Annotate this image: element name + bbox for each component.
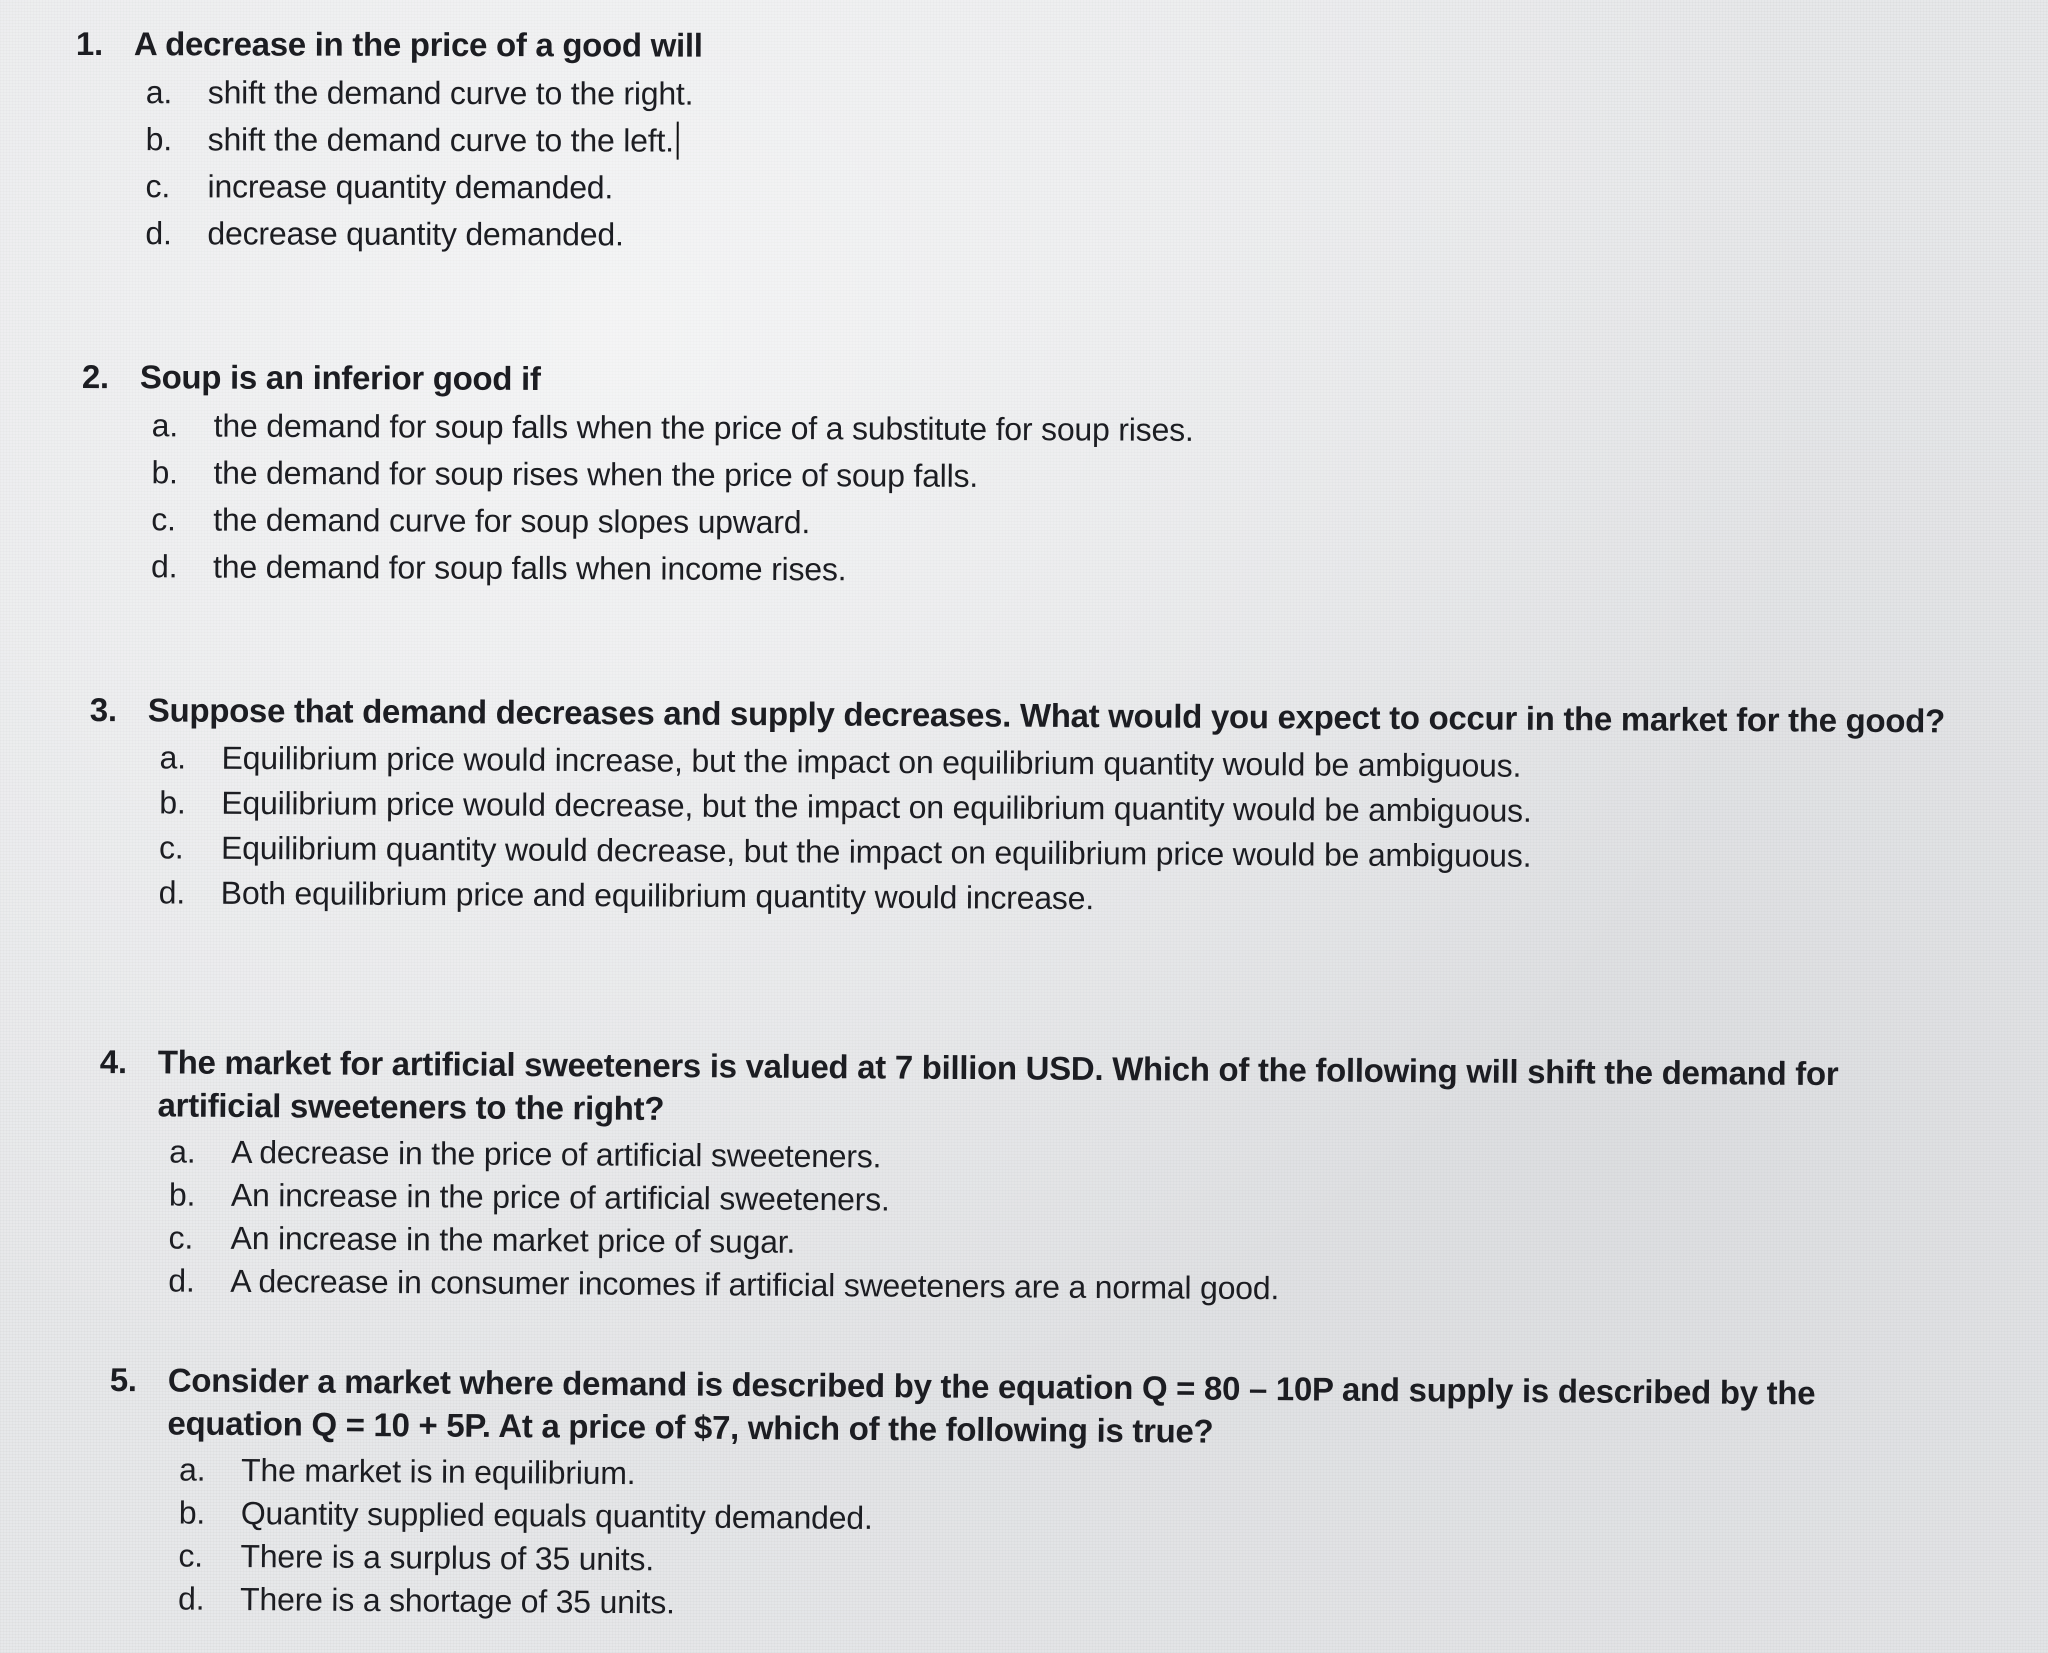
option-text: the demand for soup falls when the price of a substitute for soup rises. [213,407,1194,448]
option-text: There is a surplus of 35 units. [240,1538,655,1578]
option-letter: d. [151,548,178,585]
question-stem [109,1358,1910,1458]
option-d [75,210,1475,261]
option-b [81,449,1581,503]
options-list [98,1130,1959,1315]
question-stem [90,688,1950,742]
options-list [108,1448,1909,1634]
question-number: 4. [99,1042,127,1081]
option-text: Quantity supplied equals quantity demanded. [240,1495,873,1536]
options-list [81,402,1582,597]
option-b [76,116,1476,167]
option-text: A decrease in the price of artificial sweeteners. [231,1133,882,1175]
question-4 [98,1040,1960,1315]
option-text: the demand for soup rises when the price of soup falls. [213,454,979,494]
option-text: Equilibrium quantity would decrease, but the impact on equilibrium price would be ambiguous. [220,829,1532,874]
option-letter: c. [168,1219,194,1256]
option-text: decrease quantity demanded. [207,215,624,253]
option-letter: a. [159,739,186,776]
option-text: Both equilibrium price and equilibrium quantity would increase. [220,874,1095,917]
option-letter: a. [169,1133,196,1170]
question-5 [108,1358,1910,1634]
option-text: increase quantity demanded. [207,168,614,206]
option-letter: b. [178,1494,206,1531]
option-text: shift the demand curve to the right. [207,74,694,112]
option-text[interactable] [208,116,1476,166]
question-number: 1. [75,24,103,63]
question-3 [89,688,1950,926]
question-text: Consider a market where demand is described by the equation Q = 80 – 10P and supply is described by the equation Q = 10 + 5P. At a price of $7, which of the following is true? [167,1361,1816,1450]
option-a [82,402,1582,456]
option-c [76,163,1476,214]
option-letter: d. [168,1262,195,1299]
question-stem [82,355,1582,405]
option-text: Equilibrium price would decrease, but the impact on equilibrium quantity would be ambiguous. [221,784,1532,829]
question-text: The market for artificial sweeteners is valued at 7 billion USD. Which of the following will shift the demand for artificial sweeteners to the right? [157,1043,1839,1127]
option-letter: a. [151,407,179,444]
question-number: 2. [81,357,109,396]
option-text: An increase in the price of artificial sweeteners. [230,1176,890,1218]
question-number: 5. [109,1360,137,1399]
option-letter: d. [145,215,172,252]
question-1 [75,22,1476,261]
options-list [75,69,1475,261]
option-letter: b. [151,454,178,491]
option-letter: b. [159,784,186,821]
option-text-content: shift the demand curve to the left. [207,121,674,159]
option-letter: c. [178,1537,204,1574]
options-list [89,735,1950,926]
question-number: 3. [89,690,117,729]
option-text: the demand for soup falls when income rises. [212,548,847,588]
option-letter: a. [178,1451,206,1488]
question-2 [81,355,1582,597]
option-text: Equilibrium price would increase, but the impact on equilibrium quantity would be ambiguous. [221,739,1522,784]
option-text: A decrease in consumer incomes if artificial sweeteners are a normal good. [230,1262,1280,1307]
question-stem [76,22,1476,69]
option-letter: c. [145,168,171,205]
option-letter: a. [145,74,173,111]
option-a [76,69,1476,120]
option-letter: c. [151,501,176,538]
question-text: A decrease in the price of a good will [133,25,703,64]
option-text: The market is in equilibrium. [240,1452,636,1492]
question-text: Soup is an inferior good if [139,358,541,398]
option-text: the demand curve for soup slopes upward. [213,501,811,541]
option-text: An increase in the market price of sugar. [230,1219,796,1260]
question-stem [99,1040,1960,1139]
text-cursor [677,122,679,160]
option-text: There is a shortage of 35 units. [239,1581,675,1621]
option-letter: d. [158,874,186,911]
question-text: Suppose that demand decreases and supply decreases. What would you expect to occur in the market for the good? [147,691,1946,740]
option-d [81,543,1581,597]
option-letter: d. [177,1580,205,1617]
option-c [81,496,1581,550]
option-letter: b. [168,1176,196,1213]
option-letter: c. [158,829,184,866]
option-letter: b. [145,121,173,158]
